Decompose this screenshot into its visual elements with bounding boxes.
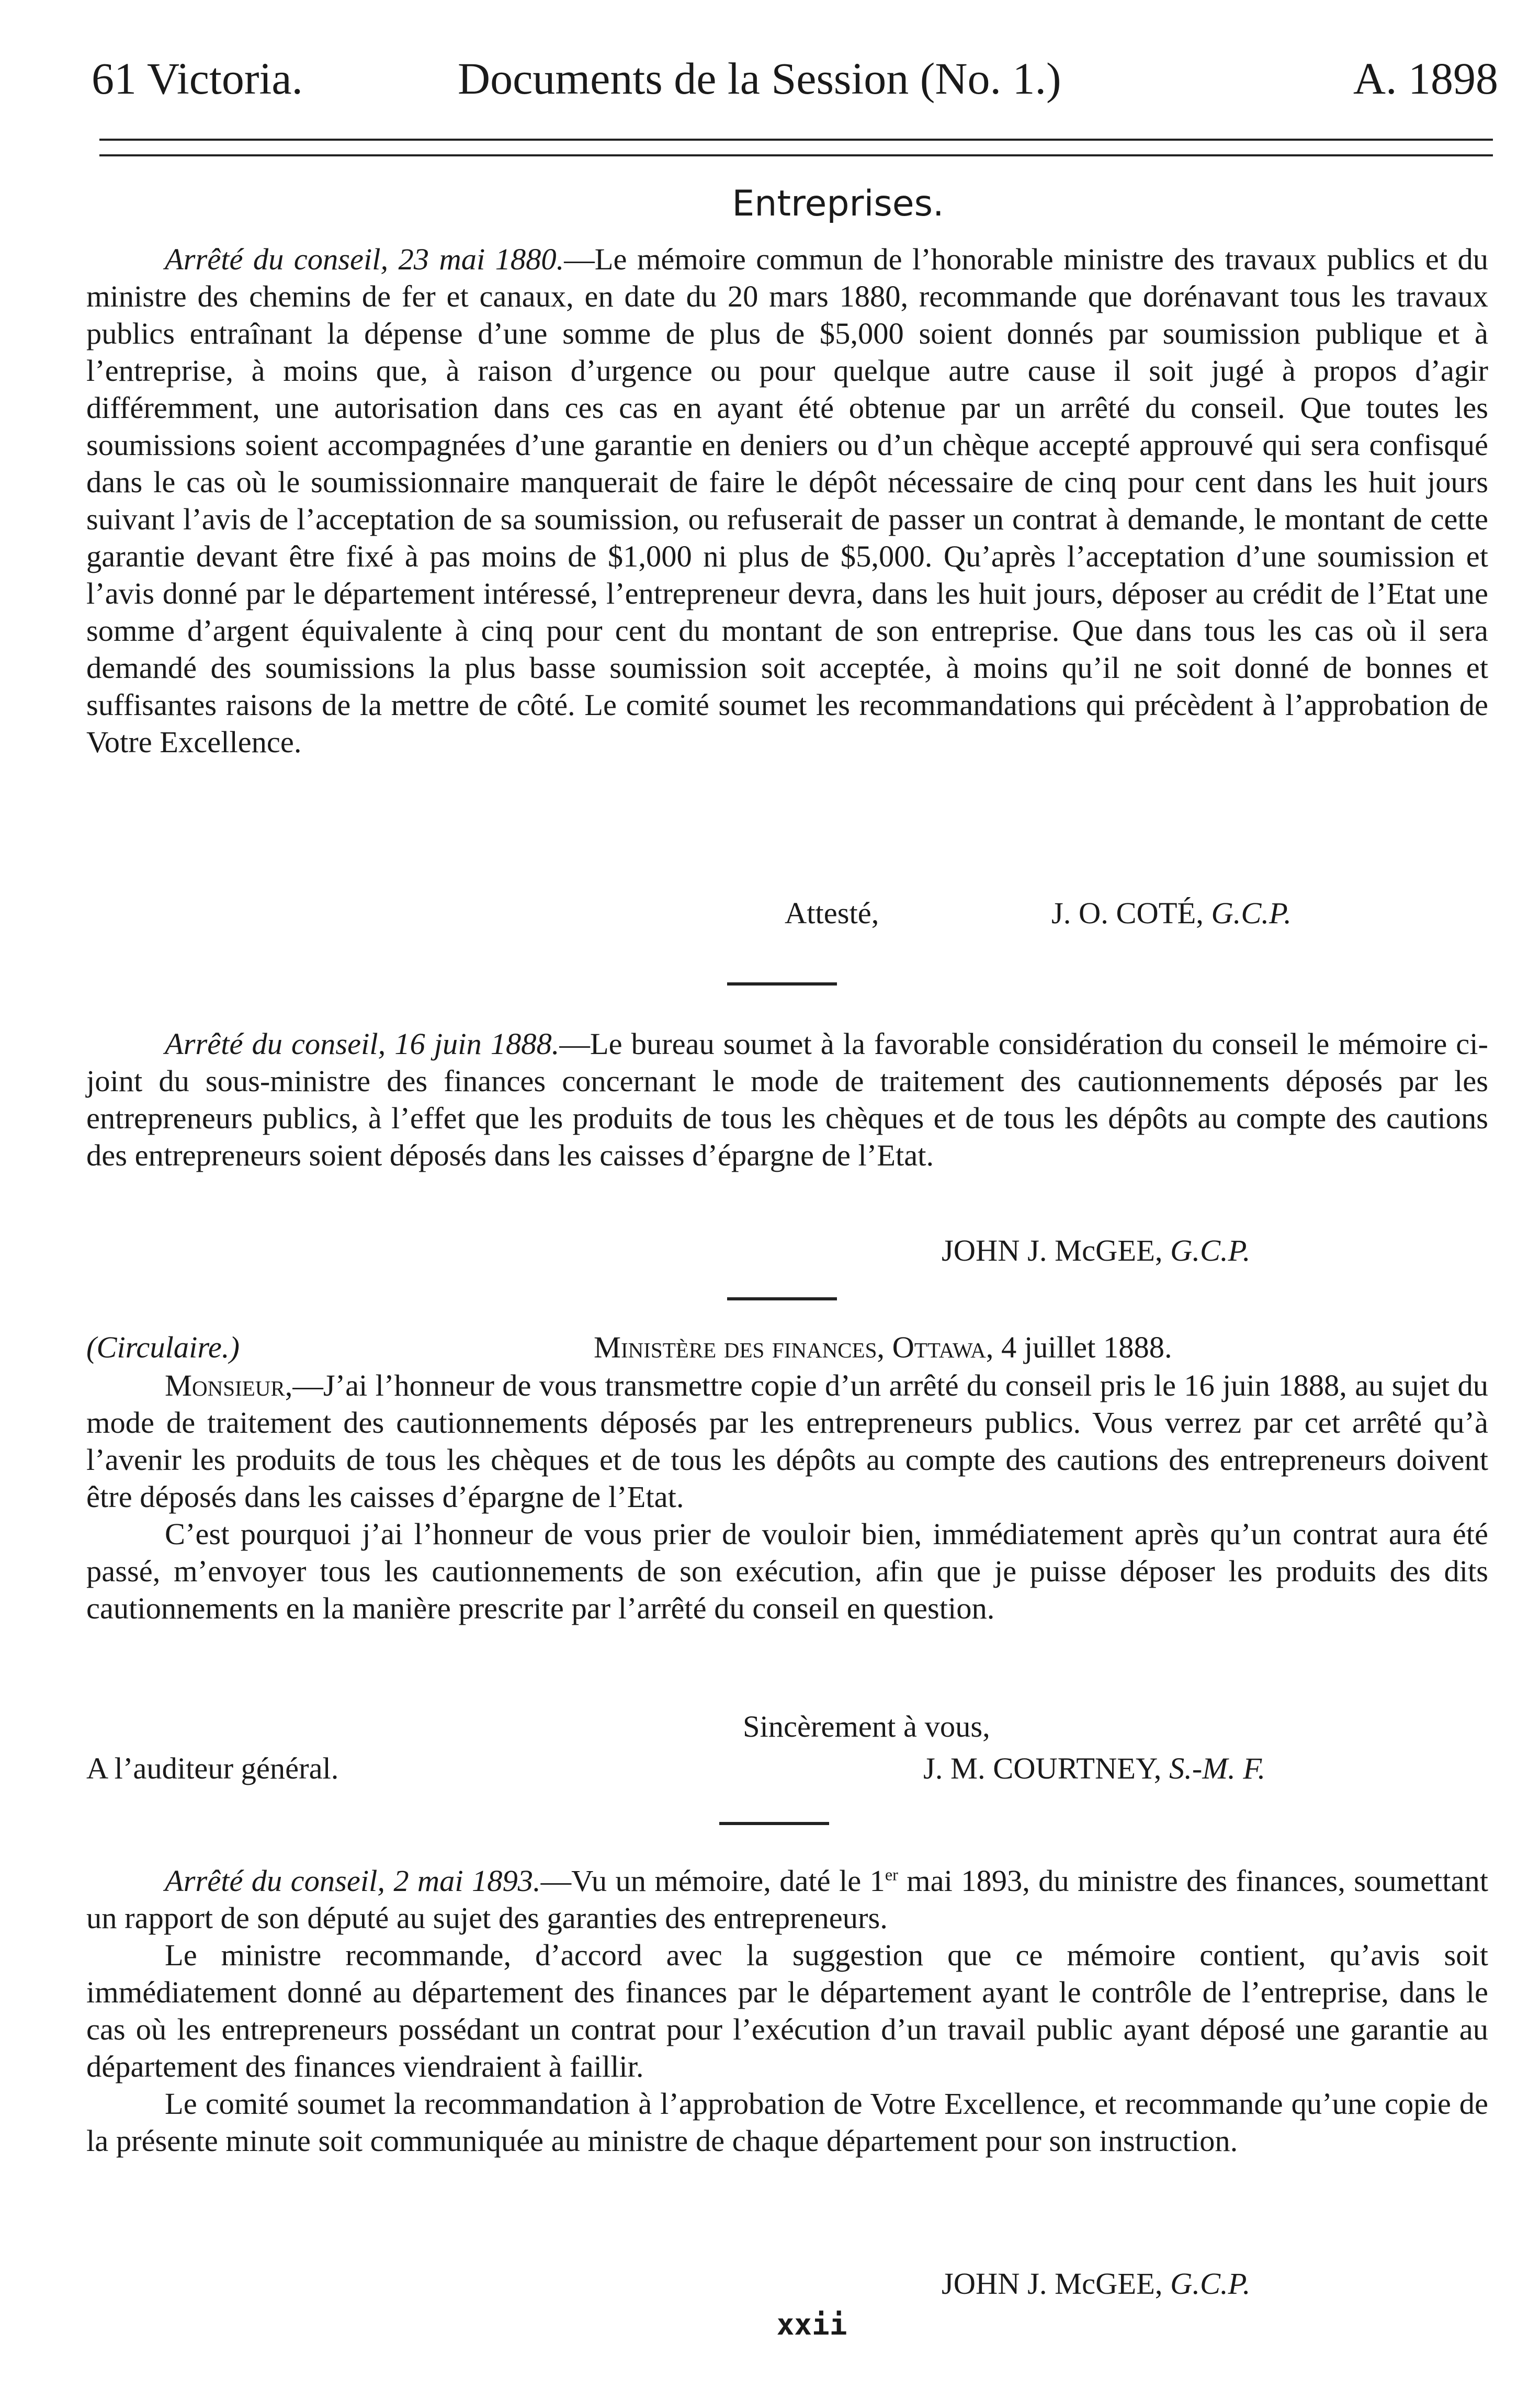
arrete-1888-paragraph (86, 1025, 1488, 1174)
signature-mcgee-1-title: G.C.P. (1170, 1233, 1251, 1267)
section-divider (727, 1297, 837, 1300)
circulaire-closing: Sincèrement à vous, (743, 1709, 990, 1743)
circulaire-addressee: A l’auditeur général. (86, 1751, 339, 1785)
header-double-rule (99, 139, 1493, 156)
section-title: Entreprises. (732, 183, 944, 224)
arrete-1893-superscript: er (885, 1865, 898, 1884)
circulaire-para1-text: —J’ai l’honneur de vous transmettre copie d’un arrêté du conseil pris le 16 juin 1888, au sujet du mode de traitement des cautionnements déposés par les entrepreneurs publics. Vous verrez par cet arrêté qu’à l’avenir les produits de tous les chèques et de tous les dépôts au compte des cautions des entrepreneurs doivent être déposés dans les caisses d’épargne de l’Etat. (86, 1368, 1488, 1514)
signature-mcgee-1-name: JOHN J. McGEE, (942, 1233, 1163, 1267)
arrete-1893-text-b: mai 1893, du ministre des finances, soumettant un rapport de son député au sujet des garanties des entrepreneurs. (86, 1864, 1489, 1935)
header-year: A. 1898 (1353, 53, 1498, 104)
circulaire-paragraph-2: C’est pourquoi j’ai l’honneur de vous prier de vouloir bien, immédiatement après qu’un contrat aura été passé, m’envoyer tous les cautionnements de son exécution, afin que je puisse déposer les produits des dits cautionnements en la manière prescrite par l’arrêté du conseil en question. (86, 1517, 1488, 1625)
section-divider (719, 1822, 829, 1825)
arrete-1880-text: —Le mémoire commun de l’honorable ministre des travaux publics et du ministre des chemins de fer et canaux, en date du 20 mars 1880, recommande que dorénavant tous les travaux publics entraînant la dépense d’une somme de plus de $5,000 soient donnés par soumission publique et à l’entreprise, à moins que, à raison d’urgence ou pour quelque autre cause il soit jugé à propos d’agir différemment, une autorisation dans ces cas en ayant été obtenue par un arrêté du conseil. Que toutes les soumissions soient accompagnées d’une garantie en deniers ou d’un chèque accepté approuvé qui sera confisqué dans le cas où le soumissionnaire manquerait de faire le dépôt nécessaire de cinq pour cent dans les huit jours suivant l’avis de l’acceptation de sa soumission, ou refuserait de passer un contrat à demande, le montant de cette garantie devant être fixé à pas moins de $1,000 ni plus de $5,000. Qu’après l’acceptation d’une soumission et l’avis donné par le département intéressé, l’entrepreneur devra, dans les huit jours, déposer au crédit de l’Etat une somme d’argent équivalente à cinq pour cent du montant de son entreprise. Que dans tous les cas où il sera demandé des soumissions la plus basse soumission soit acceptée, à moins qu’il ne soit donné de bonnes et suffisantes raisons de la mettre de côté. Le comité soumet les recommandations qui précèdent à l’approbation de Votre Excellence. (86, 242, 1489, 759)
circulaire-label: (Circulaire.) (86, 1330, 240, 1364)
arrete-1893-text-a: —Vu un mémoire, daté le 1 (540, 1864, 885, 1898)
circulaire-paragraph-1 (86, 1367, 1488, 1515)
running-header (92, 50, 1498, 107)
circulaire-salutation: Monsieur, (165, 1368, 293, 1402)
signature-mcgee-2-name: JOHN J. McGEE, (942, 2267, 1163, 2301)
signature-courtney-name: J. M. COURTNEY, (923, 1751, 1162, 1785)
signature-cote-title: G.C.P. (1211, 896, 1292, 930)
signature-mcgee-1 (942, 1232, 1250, 1269)
arrete-1888 (86, 1025, 1488, 1174)
signature-mcgee-2-title: G.C.P. (1170, 2267, 1251, 2301)
arrete-1880 (86, 241, 1488, 761)
circulaire-dateline (594, 1329, 1172, 1366)
page-number: xxii (776, 2308, 847, 2342)
arrete-1888-text: —Le bureau soumet à la favorable considération du conseil le mémoire ci-joint du sous-ministre des finances concernant le mode de traitement des cautionnements déposés par les entrepreneurs publics, à l’effet que les produits de tous les chèques et de tous les dépôts au compte des cautions des entrepreneurs soient déposés dans les caisses d’épargne de l’Etat. (86, 1027, 1488, 1172)
arrete-1893-paragraph-2: Le ministre recommande, d’accord avec la suggestion que ce mémoire contient, qu’avis soit immédiatement donné au département des finances par le département ayant le contrôle de l’entreprise, dans le cas où les entrepreneurs possédant un contrat pour l’exécution d’un travail public ayant déposé une garantie au département des finances viendraient à faillir. (86, 1938, 1488, 2083)
signature-mcgee-2 (942, 2265, 1250, 2302)
arrete-1893-paragraph-1 (86, 1862, 1488, 1936)
signature-courtney (923, 1750, 1265, 1787)
signature-cote-name: J. O. COTÉ, (1051, 896, 1204, 930)
arrete-1893-lead: Arrêté du conseil, 2 mai 1893. (165, 1864, 541, 1898)
attest-label: Attesté, (785, 896, 879, 930)
circulaire-place: Ministère des finances, Ottawa, (594, 1330, 994, 1364)
circulaire-date: 4 juillet 1888. (1001, 1330, 1172, 1364)
signature-cote (1051, 894, 1292, 932)
arrete-1893 (86, 1862, 1488, 2159)
circulaire-heading (86, 1329, 1488, 1366)
section-divider (727, 982, 837, 986)
signature-courtney-title: S.-M. F. (1169, 1751, 1266, 1785)
arrete-1893-paragraph-3: Le comité soumet la recommandation à l’approbation de Votre Excellence, et recommande qu’une copie de la présente minute soit communiquée au ministre de chaque département pour son instruction. (86, 2087, 1488, 2158)
header-title: Documents de la Session (No. 1.) (458, 53, 1061, 104)
circulaire-body (86, 1367, 1488, 1627)
arrete-1888-lead: Arrêté du conseil, 16 juin 1888. (165, 1027, 560, 1061)
arrete-1880-paragraph (86, 241, 1488, 761)
arrete-1880-lead: Arrêté du conseil, 23 mai 1880. (165, 242, 564, 276)
header-volume: 61 Victoria. (92, 53, 303, 104)
